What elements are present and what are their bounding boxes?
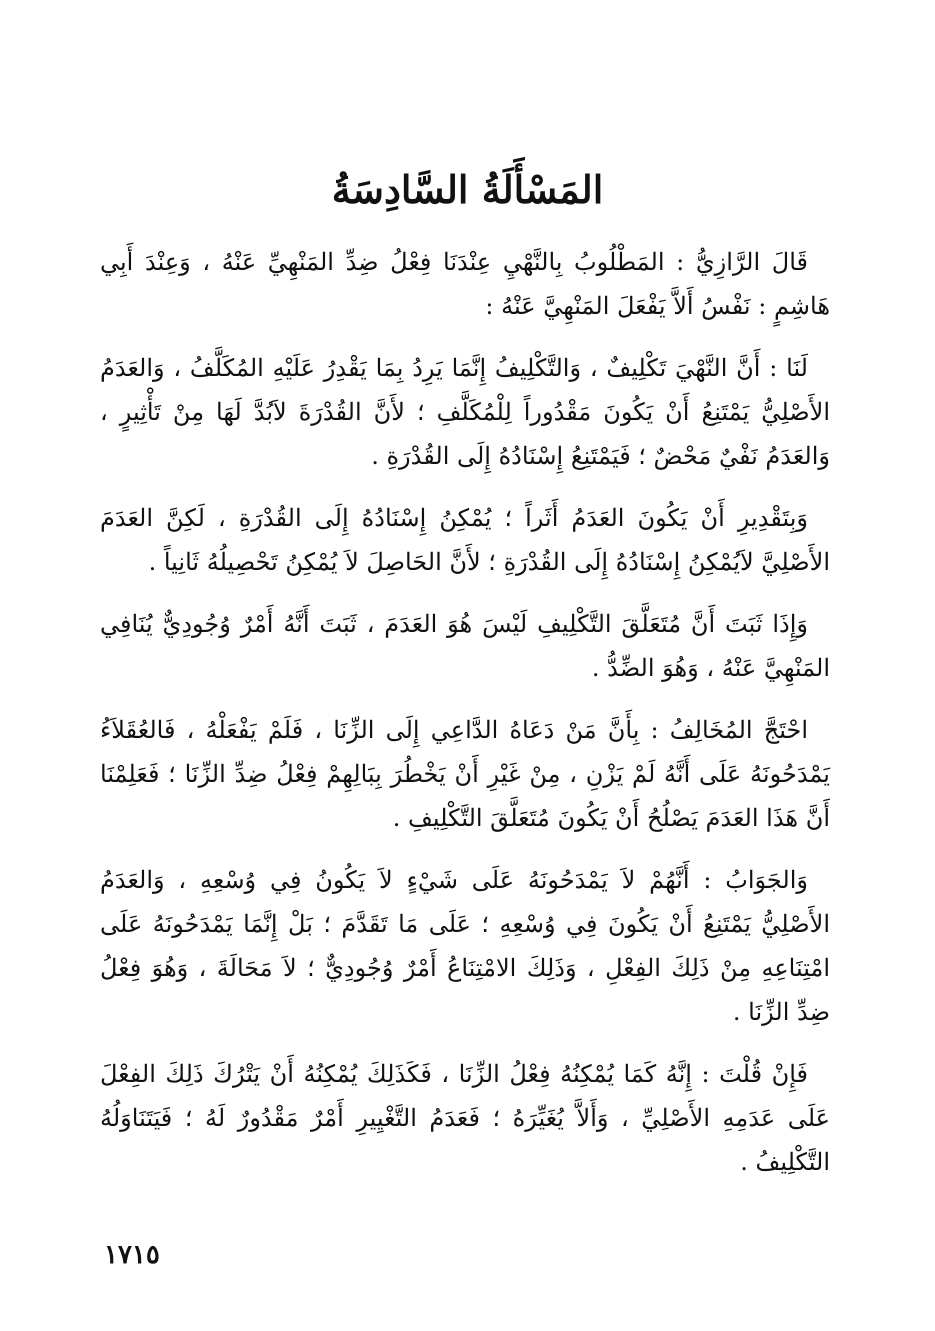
paragraph-our-argument: لَنَا : أَنَّ النَّهْيَ تَكْلِيفٌ ، وَالتَّكْلِيفُ إِنَّمَا يَرِدُ بِمَا يَقْدِرُ عَلَيْهِ المُكَلَّفُ ، وَالعَدَمُ الأَصْلِيُّ يَمْتَنِعُ أَنْ يَكُونَ مَقْدُوراً لِلْمُكَلَّفِ ؛ لأَنَّ القُدْرَةَ لاَبُدَّ لَهَا مِنْ تَأْثِيرٍ ، وَالعَدَمُ نَفْيٌ مَحْضٌ ؛ فَيَمْتَنِعُ إِسْنَادُهُ إِلَى القُدْرَةِ . xyxy=(100,354,830,470)
body-text xyxy=(100,240,830,1202)
paragraph-conclusion: وَإِذَا ثَبَتَ أَنَّ مُتَعَلَّقَ التَّكْلِيفِ لَيْسَ هُوَ العَدَمَ ، ثَبَتَ أَنَّهُ أَمْرٌ وُجُودِيٌّ يُنَافِي المَنْهِيَّ عَنْهُ ، وَهُوَ الضِّدُّ . xyxy=(100,610,830,682)
paragraph-razi-statement: قَالَ الرَّازِيُّ : المَطْلُوبُ بِالنَّهْيِ عِنْدَنَا فِعْلُ ضِدِّ المَنْهِيِّ عَنْهُ ، وَعِنْدَ أَبِي هَاشِمٍ : نَفْسُ أَلاَّ يَفْعَلَ المَنْهِيَّ عَنْهُ : xyxy=(100,248,830,320)
paragraph-objection: فَإِنْ قُلْتَ : إِنَّهُ كَمَا يُمْكِنُهُ فِعْلُ الزِّنَا ، فَكَذَلِكَ يُمْكِنُهُ أَنْ يَتْرُكَ ذَلِكَ الفِعْلَ عَلَى عَدَمِهِ الأَصْلِيِّ ، وَأَلاَّ يُغَيِّرَهُ ؛ فَعَدَمُ التَّغْيِيرِ أَمْرٌ مَقْدُورٌ لَهُ ؛ فَيَتَنَاوَلُهُ التَّكْلِيفُ . xyxy=(100,1060,830,1176)
section-title: المَسْأَلَةُ السَّادِسَةُ xyxy=(331,167,604,212)
page-number: ١٧١٥ xyxy=(104,1240,160,1270)
paragraph-supposition: وَبِتَقْدِيرِ أَنْ يَكُونَ العَدَمُ أَثَراً ؛ يُمْكِنُ إِسْنَادُهُ إِلَى القُدْرَةِ ، لَكِنَّ العَدَمَ الأَصْلِيَّ لاَيُمْكِنُ إِسْنَادُهُ إِلَى القُدْرَةِ ؛ لأَنَّ الحَاصِلَ لاَ يُمْكِنُ تَحْصِيلُهُ ثَانِياً . xyxy=(100,504,830,576)
paragraph-opponent-argument: احْتَجَّ المُخَالِفُ : بِأَنَّ مَنْ دَعَاهُ الدَّاعِي إِلَى الزِّنَا ، فَلَمْ يَفْعَلْهُ ، فَالعُقَلاَءُ يَمْدَحُونَهُ عَلَى أَنَّهُ لَمْ يَزْنِ ، مِنْ غَيْرِ أَنْ يَخْطُرَ بِبَالِهِمْ فِعْلُ ضِدِّ الزِّنَا ؛ فَعَلِمْنَا أَنَّ هَذَا العَدَمَ يَصْلُحُ أَنْ يَكُونَ مُتَعَلَّقَ التَّكْلِيفِ . xyxy=(100,716,830,832)
paragraph-answer: وَالجَوَابُ : أَنَّهُمْ لاَ يَمْدَحُونَهُ عَلَى شَيْءٍ لاَ يَكُونُ فِي وُسْعِهِ ، وَالعَدَمُ الأَصْلِيُّ يَمْتَنِعُ أَنْ يَكُونَ فِي وُسْعِهِ ؛ عَلَى مَا تَقَدَّمَ ؛ بَلْ إِنَّمَا يَمْدَحُونَهُ عَلَى امْتِنَاعِهِ مِنْ ذَلِكَ الفِعْلِ ، وَذَلِكَ الامْتِنَاعُ أَمْرٌ وُجُودِيٌّ ؛ لاَ مَحَالَةَ ، وَهُوَ فِعْلُ ضِدِّ الزِّنَا . xyxy=(100,866,830,1026)
